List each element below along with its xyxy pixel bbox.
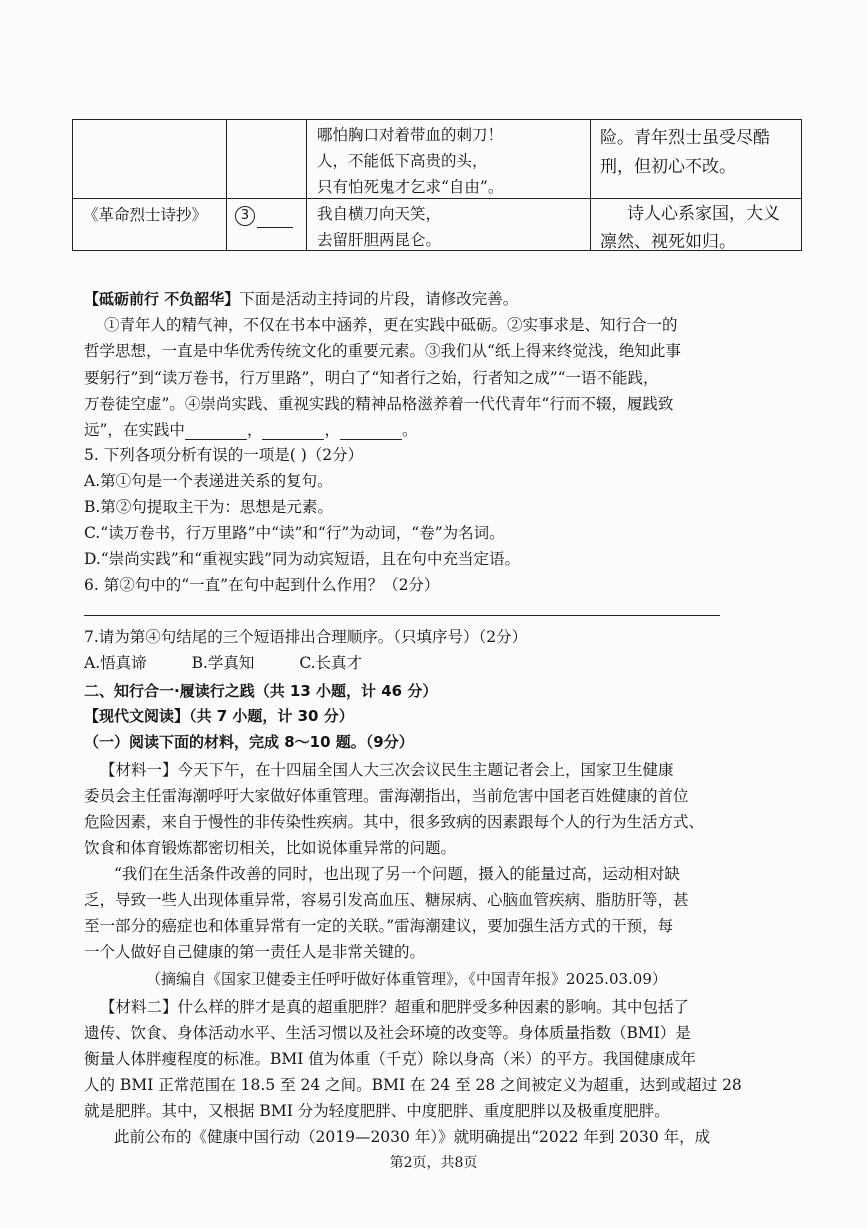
answer-line[interactable] bbox=[84, 615, 720, 616]
passage-line: 万卷徒空虚”。④崇尚实践、重视实践的精神品格滋养着一代代青年“行而不辍，履践致 bbox=[84, 395, 674, 413]
material-line: 【材料一】今天下午，在十四届全国人大三次会议民生主题记者会上，国家卫生健康 bbox=[100, 761, 674, 779]
section-heading-title: 【砥砺前行 不负韶华】 bbox=[84, 290, 240, 308]
poem-line: 只有怕死鬼才乞求“自由”。 bbox=[317, 178, 504, 196]
material-line: 人的 BMI 正常范围在 18.5 至 24 之间。BMI 在 24 至 28 之间被定义为超重，达到或超过 28 bbox=[84, 1076, 742, 1094]
material-line: 此前公布的《健康中国行动（2019—2030 年）》就明确提出“2022 年到 2030 年，成 bbox=[114, 1128, 711, 1146]
material-line: 衡量人体胖瘦程度的标准。BMI 值为体重（千克）除以身高（米）的平方。我国健康成年 bbox=[84, 1050, 696, 1068]
table-row2-poem bbox=[317, 201, 441, 253]
passage-line: ①青年人的精气神，不仅在书本中涵养，更在实践中砥砺。②实事求是、知行合一的 bbox=[104, 316, 678, 334]
table-divider bbox=[306, 120, 307, 250]
section-heading bbox=[84, 287, 518, 309]
note-line: 刑，但初心不改。 bbox=[600, 157, 736, 177]
option-d: D.“崇尚实践”和“重视实践”同为动宾短语，且在句中充当定语。 bbox=[84, 550, 520, 568]
material-line: 委员会主任雷海潮呼吁大家做好体重管理。雷海潮指出，当前危害中国老百姓健康的首位 bbox=[84, 787, 689, 805]
material-line: 至一部分的癌症也和体重异常有一定的关联。”雷海潮建议，要加强生活方式的干预，每 bbox=[84, 917, 674, 935]
note-line: 凛然、视死如归。 bbox=[600, 232, 736, 252]
note-line: 险。青年烈士虽受尽酷 bbox=[600, 128, 770, 148]
table-row2-answer[interactable] bbox=[235, 202, 293, 228]
material-line: 遗传、饮食、身体活动水平、生活习惯以及社会环境的改变等。身体质量指数（BMI）是 bbox=[84, 1024, 691, 1042]
material-line: 危险因素，来自于慢性的非传染性疾病。其中，很多致病的因素跟每个人的行为生活方式、 bbox=[84, 813, 705, 831]
passage-line: 哲学思想，一直是中华优秀传统文化的重要元素。③我们从“纸上得来终觉浅，绝知此事 bbox=[84, 342, 681, 360]
passage-text: 远”，在实践中 bbox=[84, 421, 185, 439]
option-b: B.第②句提取主干为：思想是元素。 bbox=[84, 498, 333, 516]
answer-blank[interactable] bbox=[185, 425, 247, 440]
table-row2-note bbox=[600, 200, 780, 256]
answer-blank[interactable] bbox=[262, 425, 324, 440]
option-c: C.“读万卷书，行万里路”中“读”和“行”为动词，“卷”为名词。 bbox=[84, 524, 505, 542]
poem-line: 去留肝胆两昆仑。 bbox=[317, 231, 442, 249]
table-divider bbox=[590, 120, 591, 250]
passage-line: 要躬行”到“读万卷书，行万里路”，明白了“知者行之始，行者知之成”“一语不能践， bbox=[84, 369, 659, 387]
option-a: A.第①句是一个表递进关系的复句。 bbox=[84, 472, 333, 490]
question-7: 7.请为第④句结尾的三个短语排出合理顺序。（只填序号）（2分） bbox=[84, 628, 528, 646]
material-line: 乏，导致一些人出现体重异常，容易引发高血压、糖尿病、心脑血管疾病、脂肪肝等，甚 bbox=[84, 891, 689, 909]
passage-text: 。 bbox=[401, 421, 418, 439]
material-line: 就是肥胖。其中，又根据 BMI 分为轻度肥胖、中度肥胖、重度肥胖以及极重度肥胖。 bbox=[84, 1102, 670, 1120]
material-line: 饮食和体育锻炼都密切相关，比如说体重异常的问题。 bbox=[84, 839, 457, 857]
poem-line: 我自横刀向天笑， bbox=[317, 205, 442, 223]
answer-blank[interactable] bbox=[257, 209, 293, 228]
option-c: C.长真才 bbox=[299, 654, 363, 672]
material-line: “我们在生活条件改善的同时，也出现了另一个问题，摄入的能量过高，运动相对缺 bbox=[114, 865, 680, 883]
option-b: B.学真知 bbox=[191, 654, 255, 672]
answer-blank[interactable] bbox=[340, 425, 402, 440]
part-subheading: 【现代文阅读】（共 7 小题，计 30 分） bbox=[84, 707, 354, 725]
poem-line: 人，不能低下高贵的头， bbox=[317, 152, 488, 170]
table-divider bbox=[226, 120, 227, 250]
material-source: （摘编自《国家卫健委主任呼吁做好体重管理》，《中国青年报》2025.03.09） bbox=[146, 970, 667, 988]
table-row1-poem bbox=[317, 122, 503, 200]
table-row2-source: 《革命烈士诗抄》 bbox=[83, 206, 208, 224]
question-7-options bbox=[84, 651, 362, 673]
material-line: 【材料二】什么样的胖才是真的超重肥胖？超重和肥胖受多种因素的影响。其中包括了 bbox=[100, 998, 690, 1016]
material-line: 一个人做好自己健康的第一责任人是非常关键的。 bbox=[84, 943, 426, 961]
part-heading: 二、知行合一·履读行之践（共 13 小题，计 46 分） bbox=[84, 682, 438, 700]
circle-number: 3 bbox=[235, 206, 255, 226]
table-row1-note bbox=[600, 124, 770, 182]
reading-section-title: （一）阅读下面的材料，完成 8～10 题。（9分） bbox=[84, 733, 414, 751]
page-footer: 第2页，共8页 bbox=[389, 1155, 478, 1171]
poem-table bbox=[72, 119, 802, 251]
question-6: 6. 第②句中的“一直”在句中起到什么作用？（2分） bbox=[84, 576, 440, 594]
question-5: 5. 下列各项分析有误的一项是( )（2分） bbox=[84, 446, 364, 464]
option-a: A.悟真谛 bbox=[84, 654, 147, 672]
passage-last-line: 远”，在实践中 ， ， 。 bbox=[84, 421, 418, 439]
note-line: 诗人心系家国，大义 bbox=[627, 204, 780, 224]
poem-line: 哪怕胸口对着带血的刺刀！ bbox=[317, 126, 504, 144]
section-heading-desc: 下面是活动主持词的片段，请修改完善。 bbox=[239, 290, 519, 308]
